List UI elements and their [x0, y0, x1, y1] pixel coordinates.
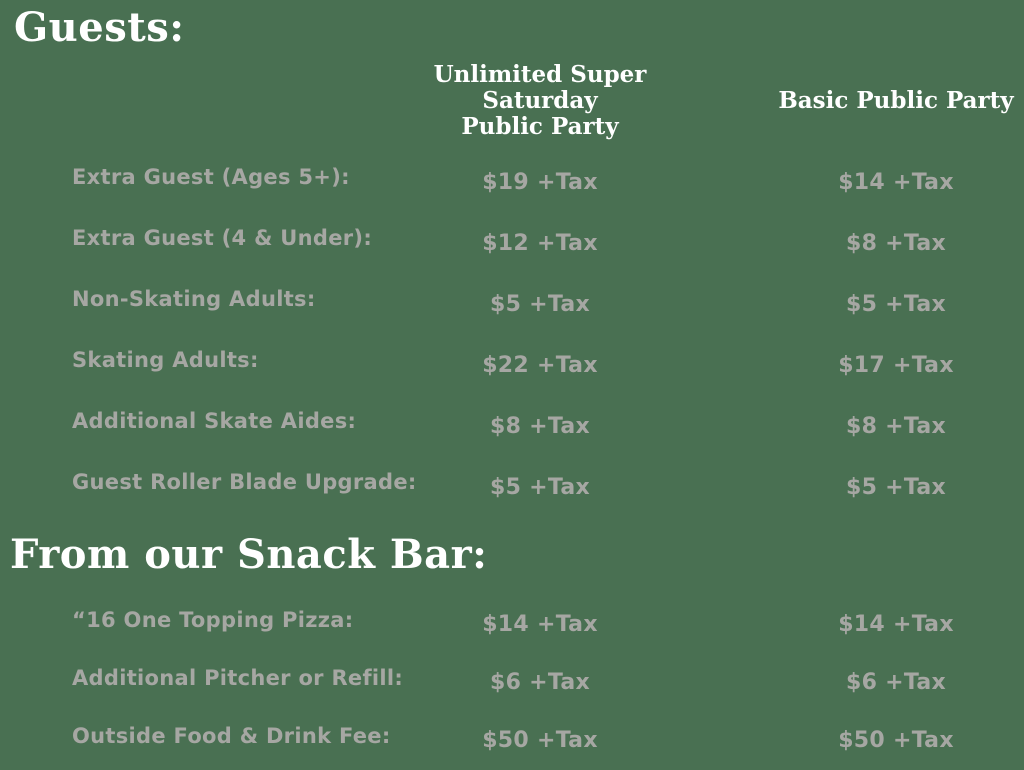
column-header-unlimited-line1: Unlimited Super Saturday [433, 61, 647, 115]
price-basic: $8 +Tax [845, 230, 946, 256]
table-row [0, 452, 1024, 513]
snack-bar-rows [0, 591, 1024, 765]
table-row [0, 591, 1024, 649]
price-basic: $17 +Tax [838, 352, 954, 378]
row-label: Guest Roller Blade Upgrade: [72, 470, 417, 495]
column-header-basic-line1: Basic Public Party [778, 87, 1014, 115]
table-row [0, 269, 1024, 330]
row-label: Extra Guest (4 & Under): [72, 226, 373, 251]
table-row [0, 330, 1024, 391]
price-basic: $5 +Tax [845, 291, 946, 317]
price-unlimited: $19 +Tax [482, 169, 598, 195]
row-label: Outside Food & Drink Fee: [72, 723, 391, 748]
price-basic: $6 +Tax [845, 670, 946, 696]
price-unlimited: $8 +Tax [489, 413, 590, 439]
row-label: Extra Guest (Ages 5+): [72, 165, 350, 190]
row-label: Skating Adults: [72, 348, 259, 373]
column-header-unlimited [372, 62, 708, 141]
price-basic: $14 +Tax [838, 612, 954, 638]
price-unlimited: $50 +Tax [482, 728, 598, 754]
row-label: Additional Pitcher or Refill: [72, 665, 404, 690]
price-unlimited: $22 +Tax [482, 352, 598, 378]
price-basic: $5 +Tax [845, 474, 946, 500]
table-row [0, 707, 1024, 765]
table-row [0, 391, 1024, 452]
table-row [0, 649, 1024, 707]
price-basic: $14 +Tax [838, 169, 954, 195]
row-label: Additional Skate Aides: [72, 409, 357, 434]
column-header-row [0, 62, 1024, 141]
column-header-basic [738, 88, 1024, 114]
section-title-guests: Guests: [14, 4, 185, 51]
price-unlimited: $14 +Tax [482, 612, 598, 638]
row-label: “16 One Topping Pizza: [72, 607, 354, 632]
section-title-snack-bar: From our Snack Bar: [10, 530, 488, 578]
price-unlimited: $5 +Tax [489, 474, 590, 500]
table-row [0, 208, 1024, 269]
price-unlimited: $12 +Tax [482, 230, 598, 256]
table-row [0, 147, 1024, 208]
guests-rows [0, 147, 1024, 513]
price-unlimited: $6 +Tax [489, 670, 590, 696]
column-header-unlimited-line2: Public Party [461, 113, 619, 141]
row-label: Non-Skating Adults: [72, 287, 316, 312]
price-unlimited: $5 +Tax [489, 291, 590, 317]
price-basic: $50 +Tax [838, 728, 954, 754]
price-basic: $8 +Tax [845, 413, 946, 439]
